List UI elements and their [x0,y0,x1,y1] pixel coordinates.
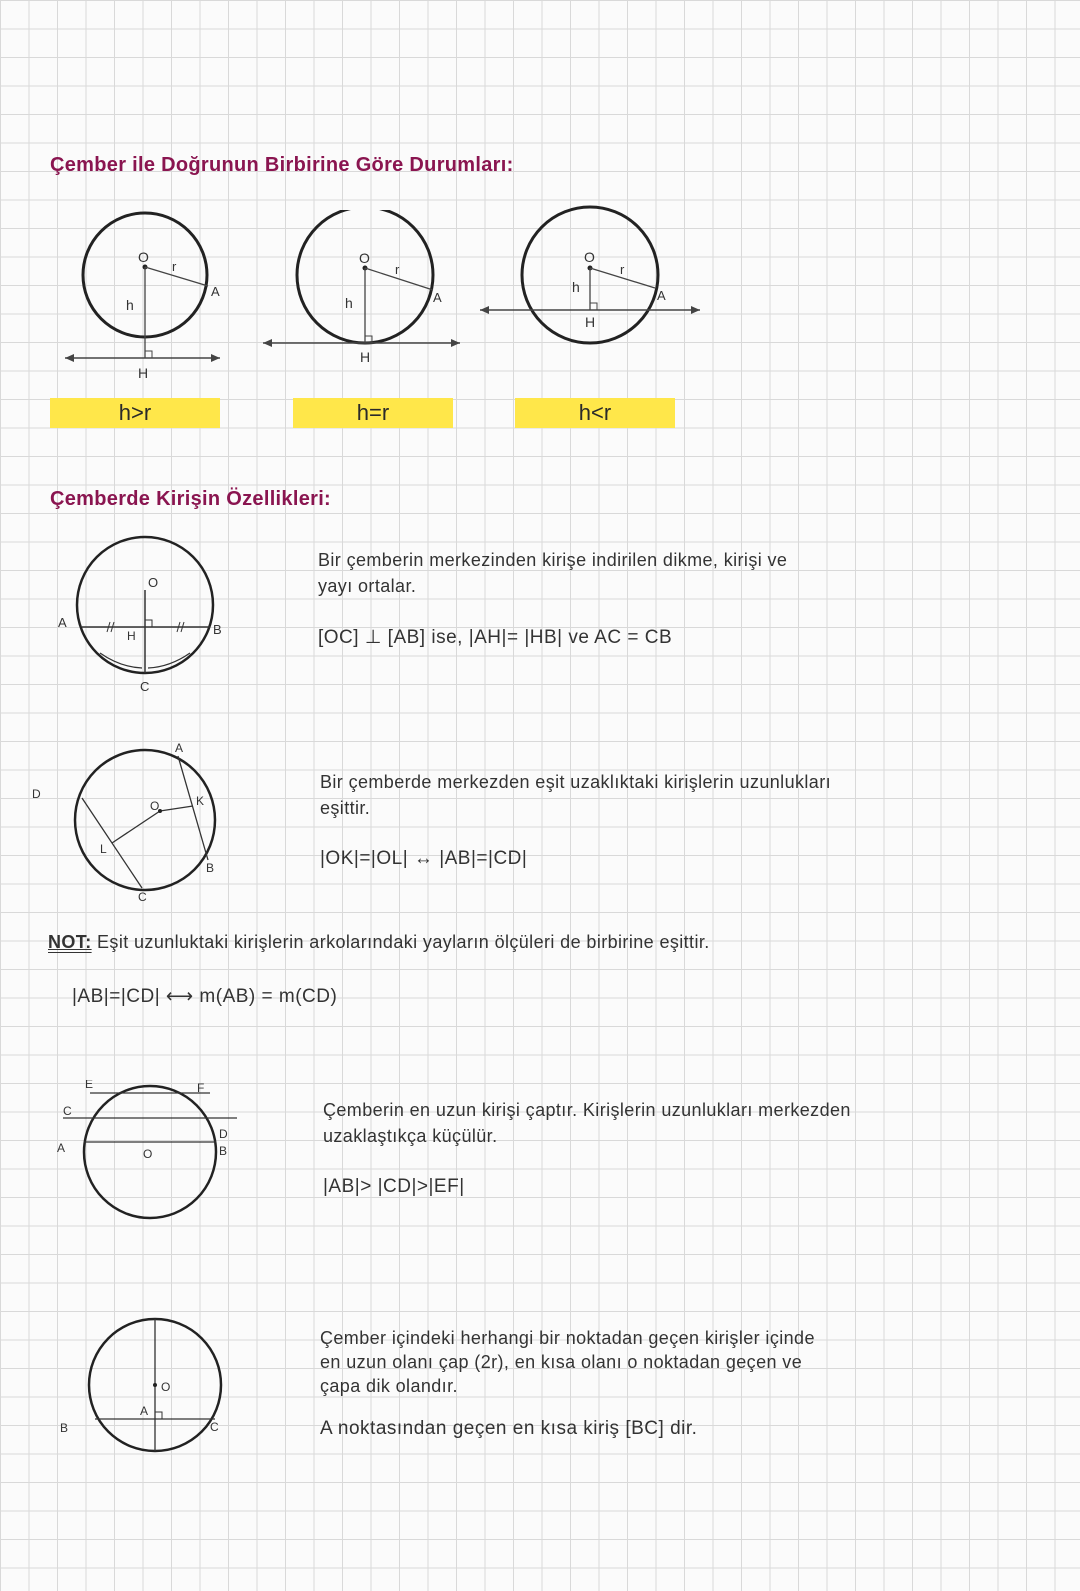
case-label-h-equal-r: h=r [293,398,453,428]
label-r: r [172,259,177,274]
chord-property-3-line1: Çemberin en uzun kirişi çaptır. Kirişlerin uzunlukları merkezden [323,1100,851,1120]
section-title-line-circle: Çember ile Doğrunun Birbirine Göre Durumları: [50,154,514,176]
label-o: O [584,249,595,265]
label-a: A [211,284,220,299]
label-b: B [60,1421,69,1435]
case-label-h-greater-r: h>r [50,398,220,428]
segment-ol [112,811,160,843]
label-a: A [58,615,67,630]
label-a: A [657,288,666,303]
label-h: h [126,297,134,313]
chord-property-3-formula: |AB|> |CD|>|EF| [323,1176,465,1197]
label-k: K [196,794,205,808]
label-a: A [175,741,184,755]
label-h: h [345,295,353,311]
figure-line-tangent-circle [255,210,475,370]
figure-line-secant-circle [475,200,725,350]
note-text: Eşit uzunluktaki kirişlerin arkolarındaki yayların ölçüleri de birbirine eşittir. [97,932,710,952]
arrow-left-icon [480,306,489,314]
note-line [48,930,710,954]
chord-property-4-formula: A noktasından geçen en kısa kiriş [BC] dir. [320,1418,698,1439]
center-point [153,1383,157,1387]
chord-property-2-line2: eşittir. [320,798,371,818]
right-angle-mark [155,1412,162,1419]
case-label-h-less-r: h<r [515,398,675,428]
chord-property-3-line2: uzaklaştıkça küçülür. [323,1126,498,1146]
label-e: E [85,1080,94,1091]
label-l: L [100,842,107,856]
right-angle-mark [590,303,597,310]
label-h-foot: H [360,349,371,365]
label-o: O [359,250,370,266]
label-b: B [219,1144,228,1158]
label-h: h [572,279,580,295]
label-r: r [620,262,625,277]
label-a: A [57,1141,66,1155]
label-c: C [63,1104,72,1118]
label-h: H [127,629,136,643]
right-angle-mark [145,351,152,358]
chord-property-4-line1: Çember içindeki herhangi bir noktadan geçen kirişler içinde [320,1328,815,1348]
section-title-chord-properties: Çemberde Kirişin Özellikleri: [50,488,332,510]
right-angle-mark [145,620,152,627]
label-c: C [138,890,147,903]
label-a: A [140,1404,149,1418]
chord-property-1-formula: [OC] ⊥ [AB] ise, |AH|= |HB| ve AC = CB [318,627,673,648]
figure-shortest-chord [55,1305,245,1465]
arrow-left-icon [65,354,74,362]
arrow-right-icon [211,354,220,362]
arrow-right-icon [451,339,460,347]
label-o: O [148,575,159,590]
note-formula: |AB|=|CD| ⟷ m(AB) = m(CD) [72,986,338,1007]
label-o: O [143,1147,153,1161]
segment-ok [160,806,193,811]
label-b: B [206,861,215,875]
label-o: O [150,799,160,813]
chord-property-2-line1: Bir çemberde merkezden eşit uzaklıktaki kirişlerin uzunlukları [320,772,831,792]
chord-property-2-formula: |OK|=|OL| ↔ |AB|=|CD| [320,848,528,869]
label-f: F [197,1081,205,1095]
chord-property-4-line2: en uzun olanı çap (2r), en kısa olanı o noktadan geçen ve [320,1352,803,1372]
arrow-left-icon [263,339,272,347]
label-a: A [433,290,442,305]
chord-property-4-line3: çapa dik olandır. [320,1376,458,1396]
label-o: O [161,1380,171,1394]
label-o: O [138,249,149,265]
chord-property-1-line1: Bir çemberin merkezinden kirişe indirilen dikme, kirişi ve [318,550,788,570]
label-r: r [395,262,400,277]
label-d: D [219,1127,228,1141]
chord-property-1-line2: yayı ortalar. [318,576,417,596]
radius-line [145,267,208,286]
note-prefix: NOT: [48,932,92,952]
label-h-foot: H [585,314,596,330]
figure-line-outside-circle [60,210,230,385]
figure-equal-distance-chords [30,738,240,903]
label-h-foot: H [138,365,149,381]
label-c: C [140,679,150,694]
arrow-right-icon [691,306,700,314]
label-d: D [32,787,41,801]
figure-perpendicular-bisector [50,535,240,695]
figure-chord-lengths [55,1080,245,1230]
label-b: B [213,622,222,637]
label-c: C [210,1420,219,1434]
